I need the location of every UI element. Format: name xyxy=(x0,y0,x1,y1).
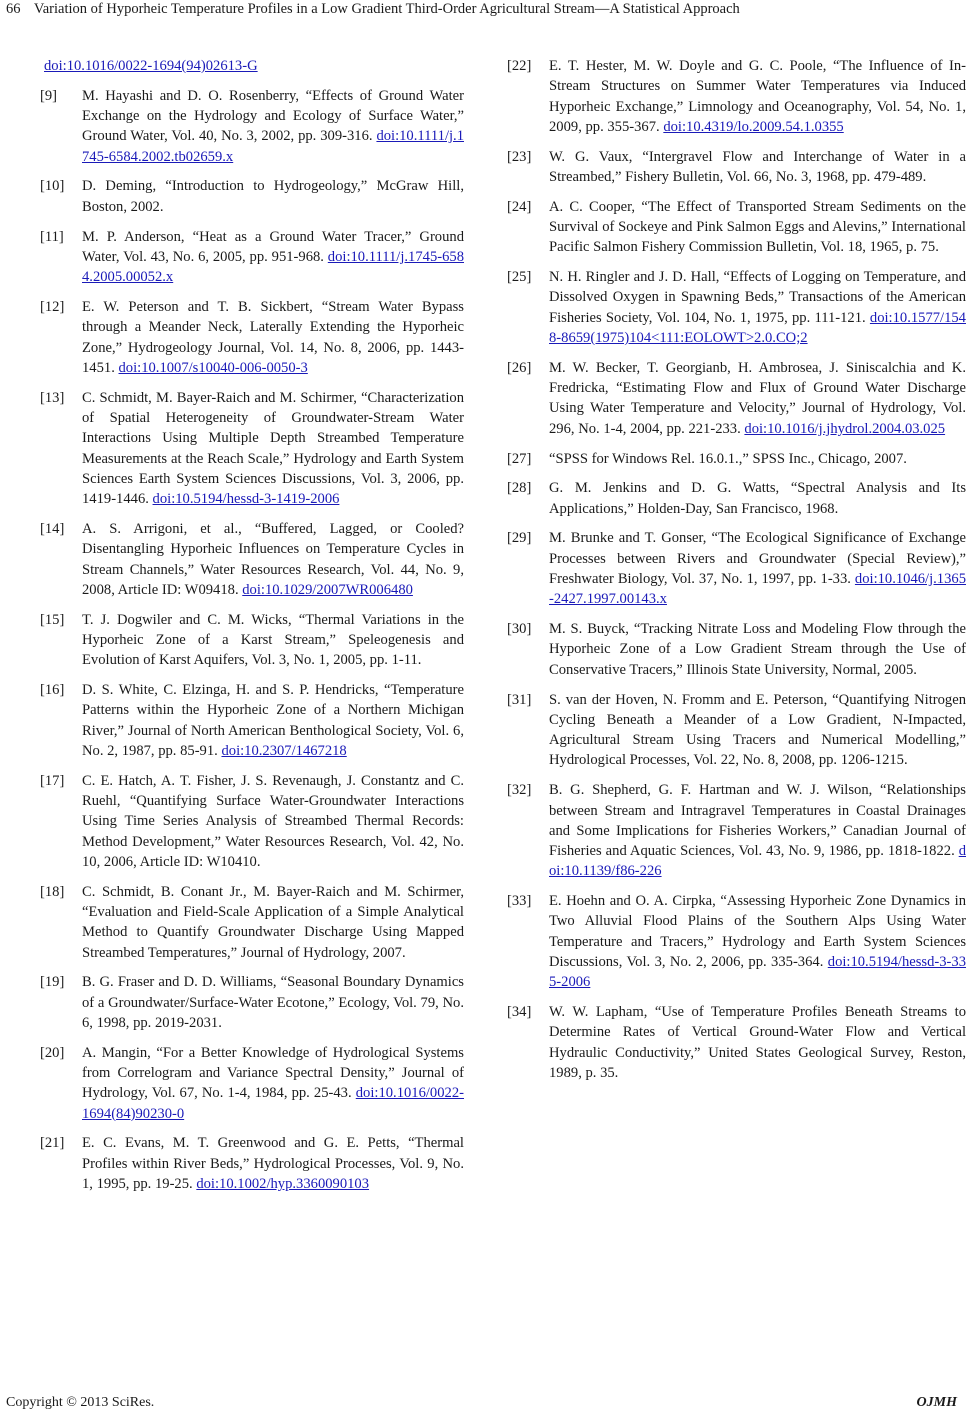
reference-text: “SPSS for Windows Rel. 16.0.1.,” SPSS Inc., Chicago, 2007. xyxy=(549,450,907,467)
reference-item xyxy=(40,680,464,761)
copyright-notice: Copyright © 2013 SciRes. xyxy=(6,1395,155,1410)
reference-number: [29] xyxy=(507,530,532,547)
doi-link[interactable]: doi:10.5194/hessd-3-1419-2006 xyxy=(152,491,340,508)
page-number: 66 xyxy=(6,1,21,17)
reference-item xyxy=(507,267,966,348)
doi-link[interactable]: doi:10.1046/j.1365-2427.1997.00143.x xyxy=(549,571,966,608)
reference-number: [15] xyxy=(40,611,65,628)
reference-number: [30] xyxy=(507,621,532,638)
reference-number: [26] xyxy=(507,359,532,376)
reference-text: C. Schmidt, M. Bayer-Raich and M. Schirmer, “Characterization of Spatial Heterogeneity of Groundwater-Stream Water Interactions Using Multiple Depth Streambed Temperature Measurements at the Reach Scale,” Hydrology and Earth System Sciences Earth System Sciences Discussions, Vol. 3, 2006, pp. 1419-1446. xyxy=(82,389,464,508)
reference-text: E. W. Peterson and T. B. Sickbert, “Stream Water Bypass through a Meander Neck, Laterally Extending the Hyporheic Zone,” Hydrogeology Journal, Vol. 14, No. 8, 2006, pp. 1443-1451. xyxy=(82,298,464,376)
reference-item xyxy=(40,882,464,963)
reference-item xyxy=(507,891,966,992)
reference-item xyxy=(40,610,464,671)
journal-abbrev: OJMH xyxy=(916,1395,957,1410)
reference-item xyxy=(507,780,966,881)
reference-text: M. Hayashi and D. O. Rosenberry, “Effects of Ground Water Exchange on the Hydrology and Ecology of Surface Water,” Ground Water, Vol. 40, No. 3, 2002, pp. 309-316. xyxy=(82,87,464,145)
reference-item xyxy=(507,1002,966,1083)
reference-number: [33] xyxy=(507,893,532,910)
reference-number: [22] xyxy=(507,58,532,74)
reference-number: [13] xyxy=(40,389,65,406)
reference-text: G. M. Jenkins and D. G. Watts, “Spectral Analysis and Its Applications,” Holden-Day, San Francisco, 1968. xyxy=(549,480,966,517)
doi-link[interactable]: doi:10.4319/lo.2009.54.1.0355 xyxy=(663,118,844,135)
doi-link[interactable]: doi:10.2307/1467218 xyxy=(221,742,347,759)
reference-item xyxy=(507,449,966,469)
doi-link[interactable]: doi:10.1007/s10040-006-0050-3 xyxy=(118,359,308,376)
reference-text: M. S. Buyck, “Tracking Nitrate Loss and Modeling Flow through the Hyporheic Zone of a Low Gradient Stream through the Use of Conservative Tracers,” Illinois State University, Normal, 2005. xyxy=(549,621,966,678)
reference-item xyxy=(40,388,464,510)
reference-text: M. Brunke and T. Gonser, “The Ecological Significance of Exchange Processes between Rivers and Groundwater (Special Review),” Freshwater Biology, Vol. 37, No. 1, 1997, pp. 1-33. xyxy=(549,530,966,588)
reference-text: C. E. Hatch, A. T. Fisher, J. S. Revenaugh, J. Constantz and C. Ruehl, “Quantifying Surface Water-Groundwater Interactions Using Time Series Analysis of Streambed Thermal Records: Method Development,” Water Resources Research, Vol. 42, No. 10, 2006, Article ID: W10410. xyxy=(82,772,464,870)
doi-link[interactable]: doi:10.1016/0022-1694(84)90230-0 xyxy=(82,1085,464,1122)
reference-list-right xyxy=(507,56,966,1083)
reference-number: [21] xyxy=(40,1135,65,1152)
reference-item xyxy=(40,297,464,378)
reference-number: [20] xyxy=(40,1044,65,1061)
reference-item xyxy=(507,528,966,609)
reference-number: [12] xyxy=(40,298,65,315)
reference-text: D. Deming, “Introduction to Hydrogeology,” McGraw Hill, Boston, 2002. xyxy=(82,178,464,215)
reference-number: [9] xyxy=(40,87,58,104)
reference-item xyxy=(40,1133,464,1194)
reference-text: D. S. White, C. Elzinga, H. and S. P. Hendricks, “Temperature Patterns within the Hyporheic Zone of a Northern Michigan River,” Journal of North American Benthological Society, Vol. 6, No. 2, 1987, pp. 85-91. xyxy=(82,682,464,759)
reference-text: M. P. Anderson, “Heat as a Ground Water Tracer,” Ground Water, Vol. 43, No. 6, 2005, pp. 951-968. xyxy=(82,228,464,265)
running-header xyxy=(6,0,956,18)
doi-link[interactable]: doi:10.5194/hessd-3-335-2006 xyxy=(549,954,966,991)
reference-item xyxy=(40,86,464,167)
doi-link[interactable]: doi:10.1111/j.1745-6584.2002.tb02659.x xyxy=(82,128,464,165)
reference-number: [28] xyxy=(507,480,532,497)
reference-item xyxy=(40,972,464,1033)
reference-number: [24] xyxy=(507,198,532,215)
reference-number: [25] xyxy=(507,269,532,286)
reference-text: A. S. Arrigoni, et al., “Buffered, Lagged, or Cooled? Disentangling Hyporheic Influences on Temperature Cycles in Stream Channels,” Water Resources Research, Vol. 44, No. 9, 2008, Article ID: W09418. xyxy=(82,520,464,598)
doi-link[interactable]: doi:10.1111/j.1745-6584.2005.00052.x xyxy=(82,248,464,286)
reference-number: [14] xyxy=(40,520,65,537)
reference-number: [11] xyxy=(40,228,64,245)
doi-link[interactable]: doi:10.1002/hyp.3360090103 xyxy=(196,1176,370,1193)
doi-link[interactable]: doi:10.1029/2007WR006480 xyxy=(242,581,413,598)
reference-text: B. G. Shepherd, G. F. Hartman and W. J. Wilson, “Relationships between Stream and Intragravel Temperatures in Coastal Drainages and Some Implications for Fisheries Workers,” Canadian Journal of Fisheries and Aquatic Sciences, Vol. 43, No. 9, 1986, pp. 1818-1822. xyxy=(549,782,966,860)
reference-number: [16] xyxy=(40,682,65,699)
reference-item xyxy=(40,176,464,217)
reference-item xyxy=(40,519,464,600)
reference-number: [19] xyxy=(40,974,65,991)
left-column xyxy=(40,56,464,1204)
reference-item xyxy=(40,1043,464,1124)
reference-text: A. Mangin, “For a Better Knowledge of Hydrological Systems from Correlogram and Variance Spectral Density,” Journal of Hydrology, Vol. 67, No. 1-4, 1984, pp. 25-43. xyxy=(82,1044,464,1102)
reference-item xyxy=(40,227,464,288)
reference-text: A. C. Cooper, “The Effect of Transported Stream Sediments on the Survival of Sockeye and Pink Salmon Eggs and Alevins,” International Pacific Salmon Fishery Commission Bulletin, Vol. 18, 1965, p. 75. xyxy=(549,198,966,256)
reference-text: E. C. Evans, M. T. Greenwood and G. E. Petts, “Thermal Profiles within River Beds,” Hydrological Processes, Vol. 9, No. 1, 1995, pp. 19-25. xyxy=(82,1135,464,1193)
reference-text: S. van der Hoven, N. Fromm and E. Peterson, “Quantifying Nitrogen Cycling Beneath a Meander of a Low Gradient, N-Impacted, Agricultural Stream Using Tracers and Numerical Modelling,” Hydrological Processes, Vol. 22, No. 8, 2008, pp. 1206-1215. xyxy=(549,691,966,769)
reference-number: [31] xyxy=(507,691,532,708)
reference-item xyxy=(507,197,966,258)
reference-text: E. Hoehn and O. A. Cirpka, “Assessing Hyporheic Zone Dynamics in Two Alluvial Flood Plains of the Southern Alps Using Water Temperature and Tracers,” Hydrology and Earth System Sciences Discussions, Vol. 3, No. 2, 2006, pp. 335-364. xyxy=(549,893,966,971)
reference-list-left xyxy=(40,86,464,1195)
reference-text: W. W. Lapham, “Use of Temperature Profiles Beneath Streams to Determine Rates of Vertical Ground-Water Flow and Vertical Hydraulic Conductivity,” United States Geological Survey, Reston, 1989, p. 35. xyxy=(549,1004,966,1082)
reference-text: T. J. Dogwiler and C. M. Wicks, “Thermal Variations in the Hyporheic Zone of a Karst Stream,” Speleogenesis and Evolution of Karst Aquifers, Vol. 3, No. 1, 2005, pp. 1-11. xyxy=(82,611,464,669)
reference-text: E. T. Hester, M. W. Doyle and G. C. Poole, “The Influence of In-Stream Structures on Summer Water Temperatures via Induced Hyporheic Exchange,” Limnology and Oceanography, Vol. 54, No. 1, 2009, pp. 355-367. xyxy=(549,58,966,135)
reference-number: [17] xyxy=(40,772,65,789)
reference-item xyxy=(507,478,966,519)
reference-item xyxy=(507,619,966,680)
continued-reference xyxy=(40,56,464,76)
reference-number: [23] xyxy=(507,148,532,165)
reference-text: N. H. Ringler and J. D. Hall, “Effects of Logging on Temperature, and Dissolved Oxygen in Spawning Beds,” Transactions of the American Fisheries Society, Vol. 104, No. 1, 1975, pp. 111-121. xyxy=(549,269,966,326)
reference-item xyxy=(507,358,966,439)
reference-text: W. G. Vaux, “Intergravel Flow and Interchange of Water in a Streambed,” Fishery Bulletin, Vol. 66, No. 3, 1968, pp. 479-489. xyxy=(549,148,966,185)
running-title: Variation of Hyporheic Temperature Profiles in a Low Gradient Third-Order Agricultural Stream—A Statistical Approach xyxy=(33,1,740,17)
reference-item xyxy=(507,690,966,771)
reference-number: [34] xyxy=(507,1004,532,1021)
reference-number: [32] xyxy=(507,782,532,799)
reference-item xyxy=(507,147,966,188)
reference-number: [27] xyxy=(507,450,532,467)
reference-text: C. Schmidt, B. Conant Jr., M. Bayer-Raich and M. Schirmer, “Evaluation and Field-Scale Application of a Simple Analytical Method to Quantify Groundwater Discharge Using Mapped Streambed Temperatures,” Journal of Hydrology, 2007. xyxy=(82,883,464,961)
reference-text: M. W. Becker, T. Georgianb, H. Ambrosea, J. Siniscalchia and K. Fredricka, “Estimating Flow and Flux of Ground Water Discharge Using Water Temperature and Velocity,” Journal of Hydrology, Vol. 296, No. 1-4, 2004, pp. 221-233. xyxy=(549,359,966,437)
right-column xyxy=(507,56,966,1093)
reference-number: [10] xyxy=(40,178,65,195)
reference-number: [18] xyxy=(40,883,65,900)
reference-text: B. G. Fraser and D. D. Williams, “Seasonal Boundary Dynamics of a Groundwater/Surface-Water Ecotone,” Ecology, Vol. 79, No. 6, 1998, pp. 2019-2031. xyxy=(82,974,464,1031)
doi-link[interactable]: doi:10.1139/f86-226 xyxy=(549,843,966,880)
doi-link[interactable]: doi:10.1577/1548-8659(1975)104<111:EOLOWT>2.0.CO;2 xyxy=(549,309,966,347)
doi-link[interactable]: doi:10.1016/j.jhydrol.2004.03.025 xyxy=(744,420,946,437)
reference-item xyxy=(507,56,966,137)
reference-item xyxy=(40,771,464,872)
doi-link[interactable]: doi:10.1016/0022-1694(94)02613-G xyxy=(44,58,258,74)
